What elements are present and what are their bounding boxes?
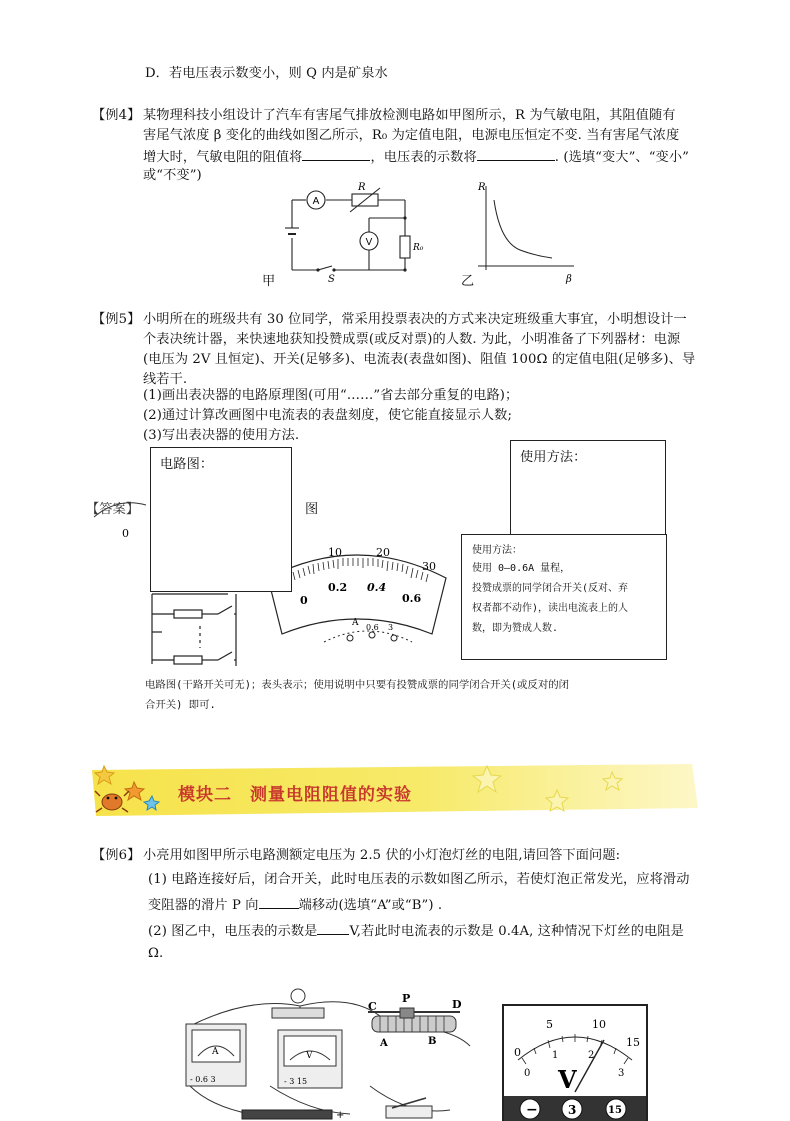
rheostat-a-label: A [380, 1038, 388, 1049]
circuit-diagram-jia [280, 180, 424, 285]
ex6-question-2c: Ω. [148, 946, 164, 961]
resistor-r0-label: R₀ [413, 243, 424, 253]
resistance-curve-graph [470, 178, 590, 288]
ex5-line2: 个表决统计器，来快速地获知投赞成票(或反对票)的人数. 为此，小明准备了下列器材：电源 [143, 332, 681, 347]
dial-bottom-0: 0 [300, 594, 308, 607]
answer-blank-resistance[interactable] [302, 146, 370, 161]
axis-beta-label: β [566, 274, 572, 285]
vdial-3-terminal: 3 [568, 1103, 577, 1117]
ex5-question-1: (1)画出表决器的电路原理图(可用“……”省去部分重复的电路)； [143, 388, 519, 403]
vdial-top-10: 10 [592, 1018, 606, 1031]
dial-bottom-02: 0.2 [328, 581, 348, 594]
dial-top-20: 20 [376, 546, 390, 559]
voltmeter-dial-figure [502, 1004, 648, 1121]
ex6-question-1: (1) 电路连接好后，闭合开关，此时电压表的示数如图乙所示，若使灯泡正常发光，应将滑动 [148, 872, 690, 887]
ex5-line4: 线若干. [143, 372, 188, 387]
usage-answer-line4: 数，即为赞成人数. [472, 623, 559, 634]
rheostat-p-label: P [402, 992, 411, 1005]
usage-answer-line2: 投赞成票的同学闭合开关(反对、弃 [472, 583, 629, 594]
answer-note-line1: 电路图(干路开关可无)；表头表示；使用说明中只要有投赞成票的同学闭合开关(或反对的闭 [145, 679, 569, 691]
meter-fragment-left [88, 485, 148, 545]
experiment-setup-illustration [150, 986, 480, 1119]
setup-ammeter-label: A [212, 1047, 219, 1057]
vdial-minus-terminal: − [526, 1102, 538, 1118]
vdial-bottom-0: 0 [524, 1068, 531, 1079]
ex5-question-2: (2)通过计算改画图中电流表的表盘刻度，使它能直接显示人数; [143, 408, 512, 423]
usage-answer-line1: 使用 0—0.6A 量程， [472, 563, 571, 574]
crab-star-icon [92, 756, 172, 822]
ex6-q1b-text: 变阻器的滑片 P 向 [148, 898, 259, 913]
dial-top-10: 10 [328, 546, 342, 559]
vdial-top-0: 0 [514, 1046, 521, 1059]
example-5-tag: 【例5】 [92, 312, 141, 327]
ex6-line1: 小亮用如图甲所示电路测额定电压为 2.5 伏的小灯泡灯丝的电阻,请回答下面问题: [143, 848, 621, 863]
terminal-a: A [352, 618, 359, 628]
dial-top-30: 30 [422, 560, 436, 573]
ex5-question-3: (3)写出表决器的使用方法. [143, 428, 300, 443]
ammeter-label: A [312, 196, 320, 207]
ex6-q2a-text: (2) 图乙中，电压表的示数是 [148, 924, 318, 939]
vdial-15-terminal: 15 [608, 1105, 622, 1116]
battery-plus: + [336, 1110, 345, 1121]
voltmeter-dial-svg [504, 1006, 646, 1121]
setup-voltmeter-label: V [306, 1051, 313, 1061]
answer-tag: 【答案】 [86, 502, 140, 517]
meter-fragment-zero: 0 [122, 527, 129, 540]
setup-voltmeter-terminals: - 3 15 [284, 1077, 308, 1086]
ammeter-terminals [320, 612, 416, 652]
resistor-r-label: R [358, 182, 366, 193]
circuit-answer-box[interactable] [150, 447, 292, 592]
figure-jia-label: 甲 [262, 274, 276, 289]
module-banner [92, 756, 698, 822]
usage-box-label: 使用方法： [520, 449, 587, 464]
ex4-line3-part1: 增大时，气敏电阻的阻值将 [143, 150, 303, 165]
voting-circuit-diagram [148, 588, 258, 672]
usage-answer-panel [461, 534, 667, 660]
vdial-bottom-1: 1 [552, 1050, 559, 1061]
vdial-bottom-2: 2 [588, 1050, 595, 1061]
vdial-bottom-3: 3 [618, 1068, 625, 1079]
answer-figure-label: 图 [305, 502, 319, 517]
ex4-line3 [143, 146, 689, 168]
figure-yi-label: 乙 [461, 274, 475, 289]
usage-answer-box[interactable] [510, 440, 666, 535]
terminal-06: 0.6 [366, 623, 379, 632]
circuit-box-label: 电路图： [160, 456, 214, 471]
example-6-tag: 【例6】 [92, 848, 141, 863]
switch-label: S [328, 274, 335, 285]
ex4-line3-part2: ，电压表的示数将 [370, 150, 477, 165]
ex6-question-1b [148, 894, 442, 916]
setup-ammeter-terminals: - 0.6 3 [190, 1075, 216, 1084]
usage-answer-title: 使用方法： [472, 545, 522, 556]
module-title: 模块二 测量电阻阻值的实验 [178, 785, 412, 805]
ex6-q1c-text: 端移动(选填“A”或“B”) . [298, 898, 443, 913]
vdial-letter: V [558, 1065, 577, 1094]
rheostat-b-label: B [428, 1036, 437, 1047]
ex5-line3: (电压为 2V 且恒定)、开关(足够多)、电流表(表盘如图)、阻值 100Ω 的定值电阻(足够多)、导 [143, 352, 696, 367]
ex4-line4: 或“不变”) [143, 168, 202, 183]
example-4-tag: 【例4】 [92, 108, 141, 123]
option-d: D．若电压表示数变小，则 Q 内是矿泉水 [145, 66, 388, 81]
terminal-3: 3 [388, 623, 394, 632]
voltmeter-label: V [365, 237, 373, 248]
axis-r-label: R [478, 182, 486, 193]
vdial-top-5: 5 [546, 1018, 553, 1031]
vdial-top-15: 15 [626, 1036, 640, 1049]
answer-blank-voltage[interactable] [477, 146, 555, 161]
ex6-question-2 [148, 920, 684, 942]
rheostat-d-label: D [452, 998, 462, 1011]
ex5-line1: 小明所在的班级共有 30 位同学，常采用投票表决的方式来决定班级重大事宜，小明想设计一 [143, 312, 687, 327]
ex6-q2b-text: V,若此时电流表的示数是 0.4A, 这种情况下灯丝的电阻是 [349, 924, 684, 939]
ex4-line3-part3: . (选填“变大”、“变小” [554, 150, 689, 165]
usage-answer-line3: 权者都不动作)，读出电流表上的人 [472, 603, 629, 614]
ex4-line1: 某物理科技小组设计了汽车有害尾气排放检测电路如甲图所示，R 为气敏电阻，其阻值随有 [143, 108, 676, 123]
answer-note-line2: 合开关) 即可. [145, 699, 216, 711]
answer-blank-direction[interactable] [259, 894, 299, 909]
dial-bottom-06: 0.6 [402, 592, 422, 605]
rheostat-c-label: C [368, 1000, 377, 1013]
dial-bottom-04: 0.4 [367, 581, 387, 594]
ex4-line2: 害尾气浓度 β 变化的曲线如图乙所示，R₀ 为定值电阻，电源电压恒定不变. 当有害尾气浓度 [143, 128, 680, 143]
answer-blank-voltage-reading[interactable] [317, 920, 349, 935]
